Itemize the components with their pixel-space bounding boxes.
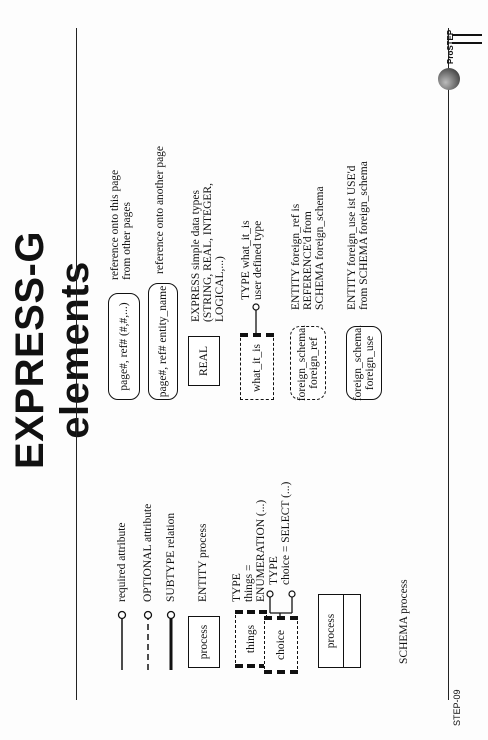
subtype-relation-label: SUBTYPE relation bbox=[165, 512, 177, 602]
schema-desc: SCHEMA process bbox=[398, 579, 410, 664]
foreign-use-desc: ENTITY foreign_use ist USE'd from SCHEMA foreign_schema bbox=[346, 161, 370, 310]
simple-type-desc: EXPRESS simple data types (STRING, REAL, INTEGER, LOGICAL,...) bbox=[190, 183, 226, 322]
select-box: choice bbox=[264, 616, 298, 674]
page-ref-other-desc: reference onto another page bbox=[154, 145, 166, 274]
page-ref-box: page#, ref# (#,#,...) bbox=[108, 293, 140, 400]
required-attribute-label: required attribute bbox=[116, 522, 128, 602]
page-ref-other-box: page#, ref# entity_name bbox=[148, 283, 178, 400]
simple-type-box: REAL bbox=[188, 336, 220, 386]
footer-label: STEP-09 bbox=[452, 689, 462, 726]
page-title: EXPRESS-G elements bbox=[8, 231, 97, 469]
entity-box: process bbox=[188, 616, 220, 668]
page-ref-desc: reference onto this page from other pages bbox=[109, 169, 133, 280]
optional-attribute-label: OPTIONAL attribute bbox=[142, 503, 154, 602]
foreign-ref-desc: ENTITY foreign_ref is REFERENCE'd from SCHEMA foreign_schema bbox=[290, 186, 326, 310]
logo-text: ProSTEP bbox=[446, 29, 455, 64]
defined-type-desc: TYPE what_it_is user defined type bbox=[240, 220, 264, 300]
schema-box-label: process bbox=[318, 595, 344, 667]
defined-type-box: what_it_is bbox=[240, 333, 274, 400]
enumeration-box: things bbox=[235, 610, 267, 668]
foreign-use-box: foreign_schema. foreign_use bbox=[346, 326, 382, 400]
foreign-ref-box: foreign_schema. foreign_ref bbox=[290, 326, 326, 400]
entity-desc: ENTITY process bbox=[197, 523, 209, 602]
schema-box bbox=[318, 594, 361, 668]
enumeration-desc: TYPE things = ENUMERATION (...) bbox=[231, 499, 267, 602]
select-desc: TYPE choice = SELECT (...) bbox=[268, 481, 292, 585]
prostep-logo-icon bbox=[438, 68, 460, 90]
